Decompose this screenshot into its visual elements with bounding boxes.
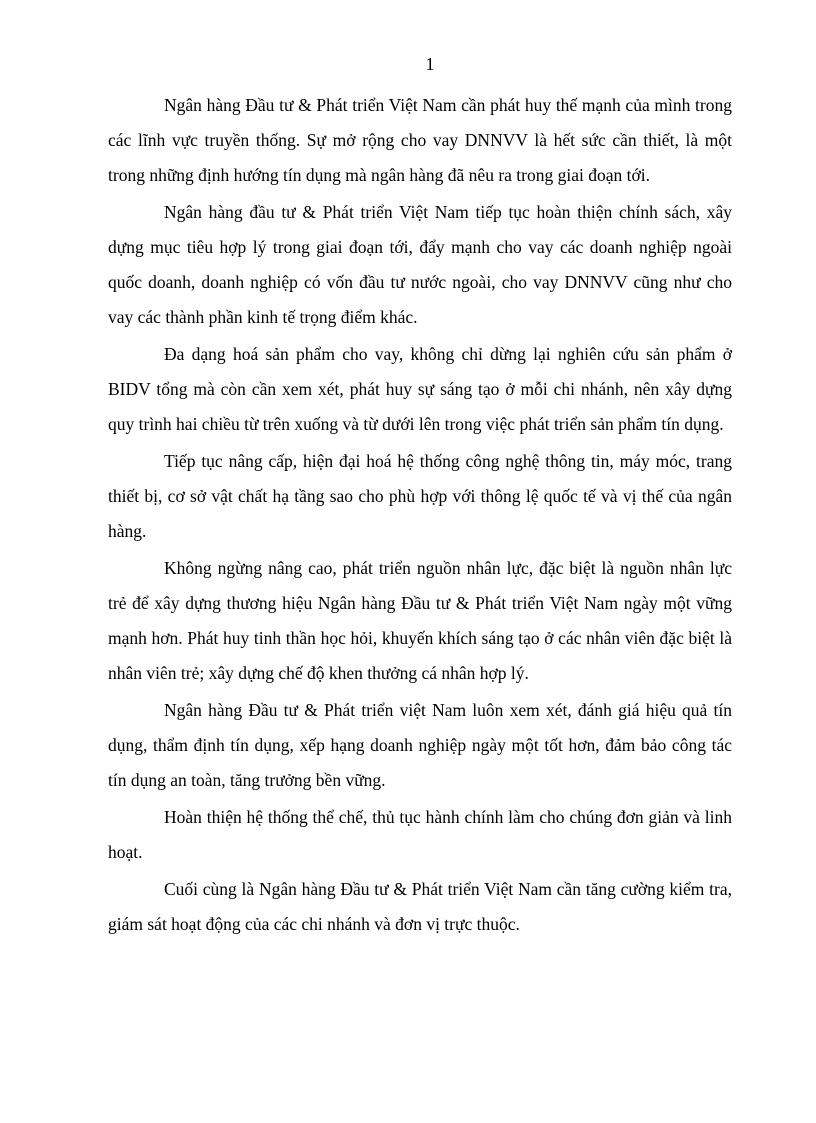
paragraph: Hoàn thiện hệ thống thể chế, thủ tục hành chính làm cho chúng đơn giản và linh hoạt. [108,807,732,862]
paragraph: Không ngừng nâng cao, phát triển nguồn nhân lực, đặc biệt là nguồn nhân lực trẻ để xây dựng thương hiệu Ngân hàng Đầu tư & Phát triển Việt Nam ngày một vững mạnh hơn. Phát huy tinh thần học hỏi, khuyến khích sáng tạo ở các nhân viên đặc biệt là nhân viên trẻ; xây dựng chế độ khen thưởng cá nhân hợp lý. [108,558,732,683]
paragraph: Đa dạng hoá sản phẩm cho vay, không chỉ dừng lại nghiên cứu sản phẩm ở BIDV tổng mà còn cần xem xét, phát huy sự sáng tạo ở mỗi chi nhánh, nên xây dựng quy trình hai chiều từ trên xuống và từ dưới lên trong việc phát triển sản phẩm tín dụng. [108,344,732,434]
paragraph: Ngân hàng Đầu tư & Phát triển Việt Nam cần phát huy thế mạnh của mình trong các lĩnh vực truyền thống. Sự mở rộng cho vay DNNVV là hết sức cần thiết, là một trong những định hướng tín dụng mà ngân hàng đã nêu ra trong giai đoạn tới. [108,95,732,185]
paragraph: Tiếp tục nâng cấp, hiện đại hoá hệ thống công nghệ thông tin, máy móc, trang thiết bị, cơ sở vật chất hạ tầng sao cho phù hợp với thông lệ quốc tế và vị thế của ngân hàng. [108,451,732,541]
paragraph: Ngân hàng Đầu tư & Phát triển việt Nam luôn xem xét, đánh giá hiệu quả tín dụng, thẩm định tín dụng, xếp hạng doanh nghiệp ngày một tốt hơn, đảm bảo công tác tín dụng an toàn, tăng trưởng bền vững. [108,700,732,790]
paragraph: Ngân hàng đầu tư & Phát triển Việt Nam tiếp tục hoàn thiện chính sách, xây dựng mục tiêu hợp lý trong giai đoạn tới, đẩy mạnh cho vay các doanh nghiệp ngoài quốc doanh, doanh nghiệp có vốn đầu tư nước ngoài, cho vay DNNVV cũng như cho vay các thành phần kinh tế trọng điểm khác. [108,202,732,327]
document-body [108,88,732,944]
paragraph: Cuối cùng là Ngân hàng Đầu tư & Phát triển Việt Nam cần tăng cường kiểm tra, giám sát hoạt động của các chi nhánh và đơn vị trực thuộc. [108,879,732,934]
page-number: 1 [425,54,435,74]
